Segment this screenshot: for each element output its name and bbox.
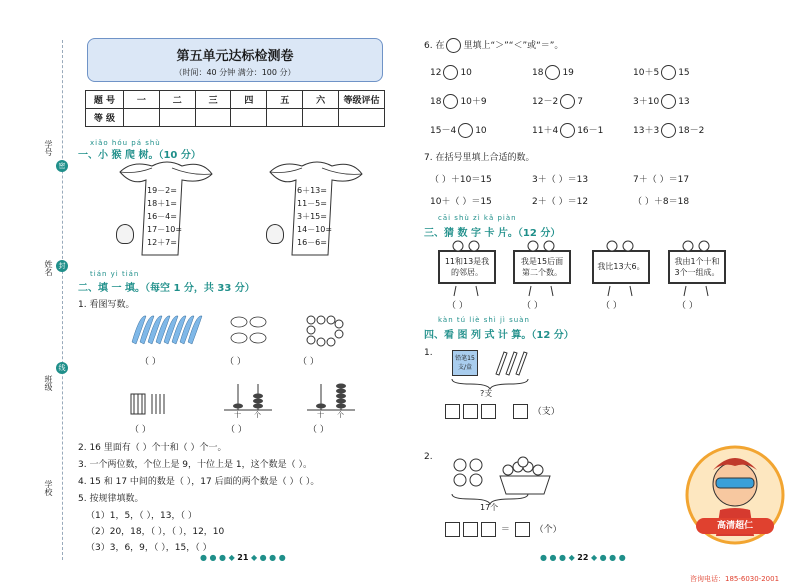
score-table-grade-row — [86, 109, 385, 127]
q7-equation[interactable]: 7＋（ ）＝17 — [633, 175, 690, 185]
equation-boxes-2: ＝ （个） — [445, 522, 562, 537]
section3-pinyin: cāi shù zì kǎ piàn — [438, 214, 517, 222]
score-input-cell[interactable] — [159, 109, 195, 127]
unit-label: （支） — [532, 407, 560, 417]
apples-and-basket-icon — [450, 456, 570, 498]
title-banner — [87, 38, 383, 82]
side-label-name: 姓名 — [44, 260, 53, 276]
unit-label: （个） — [534, 525, 562, 535]
seal-dot-2: 封 — [56, 260, 68, 272]
number-card: 我是15后面第二个数。 — [513, 250, 571, 284]
q7-equation[interactable]: 3＋（ ）＝13 — [532, 175, 589, 185]
score-cell: 等级评估 — [339, 91, 385, 109]
bananas-icon — [230, 314, 270, 348]
q5-line: （3）3，6，9，（ ），15，（ ） — [86, 543, 212, 553]
answer-box[interactable] — [445, 404, 460, 419]
leaves-picture — [130, 312, 210, 348]
pencils-icon — [492, 350, 528, 376]
q5-line: （2）20，18，（ ），（ ），12，10 — [86, 527, 225, 537]
score-input-cell[interactable] — [339, 109, 385, 127]
monkey-icon — [266, 224, 284, 244]
q2-text: 2. 16 里面有（ ）个十和（ ）个一。 — [78, 443, 227, 453]
answer-box[interactable] — [463, 522, 478, 537]
score-cell: 一 — [124, 91, 160, 109]
abacus-ones-label: 个 — [254, 411, 261, 419]
monkey-icon — [116, 224, 134, 244]
section2-title: 二、填 一 填。（每空 1 分，共 33 分） — [78, 283, 255, 294]
card-answer-paren[interactable]: （ ） — [447, 301, 468, 311]
score-cell: 二 — [159, 91, 195, 109]
score-table — [85, 90, 385, 127]
q1-text: 1. 看图写数。 — [78, 300, 135, 310]
answer-paren[interactable]: （ ） — [308, 425, 329, 435]
compare-circle[interactable] — [661, 65, 676, 80]
brace-label: 17个 — [480, 503, 499, 512]
answer-box[interactable] — [481, 404, 496, 419]
watermark-logo — [680, 440, 790, 550]
answer-box[interactable] — [515, 522, 530, 537]
score-cell: 三 — [195, 91, 231, 109]
q3-text: 3. 一个两位数，个位上是 9，十位上是 1，这个数是（ ）。 — [78, 460, 312, 470]
binding-line — [62, 40, 63, 560]
tree1-equation: 19－2= — [147, 186, 177, 195]
compare-circle[interactable] — [458, 123, 473, 138]
compare-circle-icon — [446, 38, 461, 53]
side-label-class: 班级 — [44, 375, 53, 391]
page-number-right: ● ● ● ◆ 22 ◆ ● ● ● — [540, 553, 626, 562]
abacus-tens-label: 十 — [317, 411, 324, 419]
pencil-box-label: 铅笔15支/盒 — [455, 355, 475, 371]
answer-box[interactable] — [513, 404, 528, 419]
p2-number: 2. — [424, 452, 433, 462]
card-answer-paren[interactable]: （ ） — [522, 301, 543, 311]
page-subtitle: （时间：40 分钟 满分：100 分） — [174, 68, 296, 77]
score-cell: 五 — [267, 91, 303, 109]
abacus-2 — [305, 380, 357, 420]
compare-circle[interactable] — [661, 123, 676, 138]
q7-equation[interactable]: 2＋（ ）＝12 — [532, 197, 589, 207]
pencil-box-picture — [452, 350, 478, 376]
score-input-cell[interactable] — [303, 109, 339, 127]
tree1-equation: 12＋7= — [147, 238, 177, 247]
abacus-icon — [222, 380, 274, 420]
q7-equation[interactable]: （ ）＋8＝18 — [633, 197, 690, 207]
q4-text: 4. 15 和 17 中间的数是（ ），17 后面的两个数是（ ）（ ）。 — [78, 477, 320, 487]
section4-title: 四、看 图 列 式 计 算。（12 分） — [424, 330, 574, 341]
tree1-equation: 18＋1= — [147, 199, 177, 208]
score-input-cell[interactable] — [124, 109, 160, 127]
answer-paren[interactable]: （ ） — [298, 357, 319, 367]
card-answer-paren[interactable]: （ ） — [601, 301, 622, 311]
tree2-equation: 14－10= — [297, 225, 333, 234]
compare-circle[interactable] — [560, 123, 575, 138]
q7-title: 7. 在括号里填上合适的数。 — [424, 153, 535, 163]
score-cell: 六 — [303, 91, 339, 109]
equation-boxes-1 — [445, 404, 560, 419]
q7-equation[interactable]: 10＋（ ）＝15 — [430, 197, 492, 207]
answer-paren[interactable]: （ ） — [130, 425, 151, 435]
tree2-equation: 6＋13= — [297, 186, 327, 195]
number-card: 我比13大6。 — [592, 250, 650, 284]
abacus-icon — [305, 380, 357, 420]
score-table-header-row — [86, 91, 385, 109]
tree-2 — [262, 160, 366, 260]
seal-dot-3: 线 — [56, 362, 68, 374]
compare-circle[interactable] — [443, 65, 458, 80]
leaves-icon — [130, 312, 210, 348]
score-input-cell[interactable] — [195, 109, 231, 127]
section1-pinyin: xiǎo hóu pá shù — [90, 139, 161, 147]
tree2-equation: 16－6= — [297, 238, 327, 247]
bananas-picture — [230, 314, 270, 348]
q5-line: （1）1，5，（ ），13，（ ） — [86, 511, 197, 521]
score-input-cell[interactable] — [267, 109, 303, 127]
compare-circle[interactable] — [560, 94, 575, 109]
seal-dot-1: 密 — [56, 160, 68, 172]
score-cell: 等 级 — [86, 109, 124, 127]
compare-circle[interactable] — [545, 65, 560, 80]
answer-box[interactable] — [481, 522, 496, 537]
score-cell: 四 — [231, 91, 267, 109]
tree2-equation: 11－5= — [297, 199, 327, 208]
q7-equation[interactable]: （ ）＋10＝15 — [430, 175, 492, 185]
section1-title: 一、小 猴 爬 树。（10 分） — [78, 150, 201, 161]
abacus-tens-label: 十 — [234, 411, 241, 419]
side-label-school: 学校 — [44, 480, 53, 496]
page-title: 第五单元达标检测卷 — [176, 49, 294, 64]
score-input-cell[interactable] — [231, 109, 267, 127]
tree1-equation: 16－4= — [147, 212, 177, 221]
q5-text: 5. 按规律填数。 — [78, 494, 144, 504]
number-card: 我由1个十和3个一组成。 — [668, 250, 726, 284]
tree-1 — [112, 160, 216, 260]
p1-number: 1. — [424, 348, 433, 358]
q6-title: 6. 在 里填上“＞”“＜”或“＝”。 — [424, 38, 563, 53]
card-eyes-and-legs — [430, 238, 740, 300]
watermark-badge: 高清超仁 — [696, 518, 774, 534]
score-cell: 题 号 — [86, 91, 124, 109]
section4-pinyin: kàn tú liè shì jì suàn — [438, 316, 530, 324]
abacus-ones-label: 个 — [337, 411, 344, 419]
section3-title: 三、猜 数 字 卡 片。（12 分） — [424, 228, 561, 239]
beads-icon — [305, 314, 345, 348]
answer-paren[interactable]: （ ） — [225, 357, 246, 367]
compare-circle[interactable] — [443, 94, 458, 109]
number-card: 11和13是我的邻居。 — [438, 250, 496, 284]
tree2-equation: 3＋15= — [297, 212, 327, 221]
brace-label: ?支 — [480, 389, 493, 398]
tree1-equation: 17－10= — [147, 225, 183, 234]
sticks-bundle-picture — [130, 392, 176, 416]
answer-box[interactable] — [445, 522, 460, 537]
compare-circle[interactable] — [661, 94, 676, 109]
side-label-student-id: 学号 — [44, 140, 53, 156]
answer-paren[interactable]: （ ） — [226, 425, 247, 435]
beads-picture — [305, 314, 345, 348]
section2-pinyin: tián yi tián — [90, 270, 140, 278]
card-answer-paren[interactable]: （ ） — [677, 301, 698, 311]
watermark-phone: 咨询电话：185-6030-2001 — [690, 575, 780, 583]
abacus-1 — [222, 380, 274, 420]
page-number-left: ● ● ● ◆ 21 ◆ ● ● ● — [200, 553, 286, 562]
answer-box[interactable] — [463, 404, 478, 419]
sticks-icon — [130, 392, 176, 416]
answer-paren[interactable]: （ ） — [140, 357, 161, 367]
